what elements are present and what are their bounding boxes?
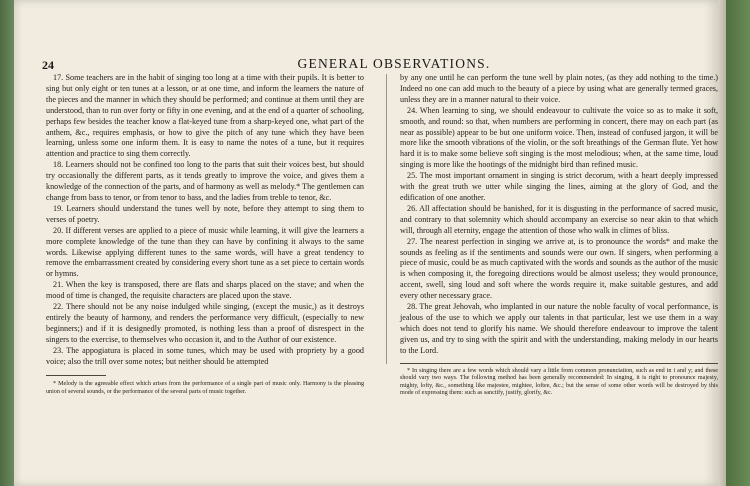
paragraph-20: 20. If different verses are applied to a piece of music while learning, it will give the learners a more complete knowledge of the tune than they can have by confining it always to the same words. Likewise applying different tunes to the same words, will have a great tendency to remove the embarrassment created by considering every short tune as a set piece to certain words or hymns. [46,225,364,279]
paragraph-19: 19. Learners should understand the tunes well by note, before they attempt to sing them to verses of poetry. [46,203,364,224]
footnote-rule [400,363,718,364]
footnote-pronunciation-text: * In singing there are a few words which should vary a little from common pronunciation, such as end in i and y; and these should vary two ways. The following method has been generally recommended: In singing, it is right to pronounce majesty, mighty, lofty, &c., something like majestee, mightee, loftee, &c.; but the sense of some other words will be destroyed by this mode of expressing them: such as sanctify, justify, glorify, &c. [400,367,718,397]
page-edge [718,0,726,486]
paragraph-23: 23. The appogiatura is placed in some tunes, which may be used with propriety by a good voice; also the trill over some notes; but neither should be attempted [46,345,364,366]
footnote-rule [46,375,106,376]
footnote-melody-text: * Melody is the agreeable effect which arises from the performance of a single part of music only. Harmony is the pleasing union of several sounds, or the performance of the several parts of music together. [46,381,364,396]
paragraph-23-continued: by any one until he can perform the tune well by plain notes, (as they add nothing to the time.) Indeed no one can add much to the beauty of a piece by using what are generally termed graces, unless they are in a manner natural to their voice. [400,73,718,104]
book-cover-right [726,0,750,486]
footnote-melody [46,381,364,396]
column-divider [386,74,387,364]
paragraph-25: 25. The most important ornament in singing is strict decorum, with a heart deeply impressed with the great truth we utter while singing the lines, aiming at the glory of God, and the edification of one another. [400,171,718,202]
right-column [400,73,718,398]
paragraph-21: 21. When the key is transposed, there are flats and sharps placed on the stave; and when the mood of time is changed, the requisite characters are placed upon the stave. [46,280,364,301]
paragraph-27: 27. The nearest perfection in singing we arrive at, is to pronounce the words* and make the sounds as feeling as if the sentiments and sounds were our own. If singers, when performing a piece of music, could be as much captivated with the words and sounds as the author of the music is when composing it, the foregoing directions would be almost useless; they would pronounce, accent, swell, sing loud and soft where the words require it, make suitable gestures, and add every other necessary grace. [400,236,718,301]
paragraph-24: 24. When learning to sing, we should endeavour to cultivate the voice so as to make it soft, smooth, and round: so that, when numbers are performing in concert, there may on each part (as near as possible) appear to be but one uniform voice. Then, instead of confused jargon, it will be more like the smooth vibrations of the violin, or the soft breathings of the German flute. Yet how hard it is to make some believe soft singing is the most melodious; when, at the same time, loud singing is more like the hootings of the midnight bird than refined music. [400,105,718,170]
paragraph-17: 17. Some teachers are in the habit of singing too long at a time with their pupils. It is better to sing but only eight or ten tunes at a lesson, or at one time, and inform the learners the nature of the pieces and the manner in which they should be performed; and continue at them until they are understood, than to run over forty or fifty in one evening, and at the end of a quarter of schooling, perhaps few besides the teacher know a flat-keyed tune from a sharp-keyed one, what part of the anthem, &c., requires emphasis, or how to give the pitch of any tune which they have been learning, unless some one inform them. It is easy to name the notes of a tune, but it requires attention and practice to sing them correctly. [46,73,364,159]
paragraph-18: 18. Learners should not be confined too long to the parts that suit their voices best, but should try occasionally the different parts, as it tends greatly to improve the voice, and gives them a knowledge of the connection of the parts, and of harmony as well as melody.* The gentlemen can change from bass to tenor, or from tenor to bass, and the ladies from treble to tenor, &c. [46,160,364,202]
book-cover-left [0,0,14,486]
paragraph-22: 22. There should not be any noise indulged while singing, (except the music,) as it destroys entirely the beauty of harmony, and renders the performance very difficult, (especially to new beginners;) and if it is designedly promoted, is nothing less than a proof of disrespect in the singers to the exercise, to themselves who occasion it, and to the Author of our existence. [46,302,364,344]
footnote-pronunciation [400,368,718,398]
paragraph-28: 28. The great Jehovah, who implanted in our nature the noble faculty of vocal performance, is jealous of the use to which we apply our talents in that particular, lest we use them in a way which does not tend to glorify his name. We should therefore endeavour to improve the talent given us, and try to sing with the spirit and with the understanding, making melody in our hearts to the Lord. [400,302,718,355]
running-head: GENERAL OBSERVATIONS. [297,56,491,71]
page-number: 24 [42,58,54,72]
paragraph-26: 26. All affectation should be banished, for it is disgusting in the performance of sacred music, and contrary to that solemnity which should accompany an exercise so near akin to that which will, through all eternity, engage the attention of those who walk in climes of bliss. [400,203,718,235]
left-column [46,73,364,397]
book-page [14,0,718,486]
